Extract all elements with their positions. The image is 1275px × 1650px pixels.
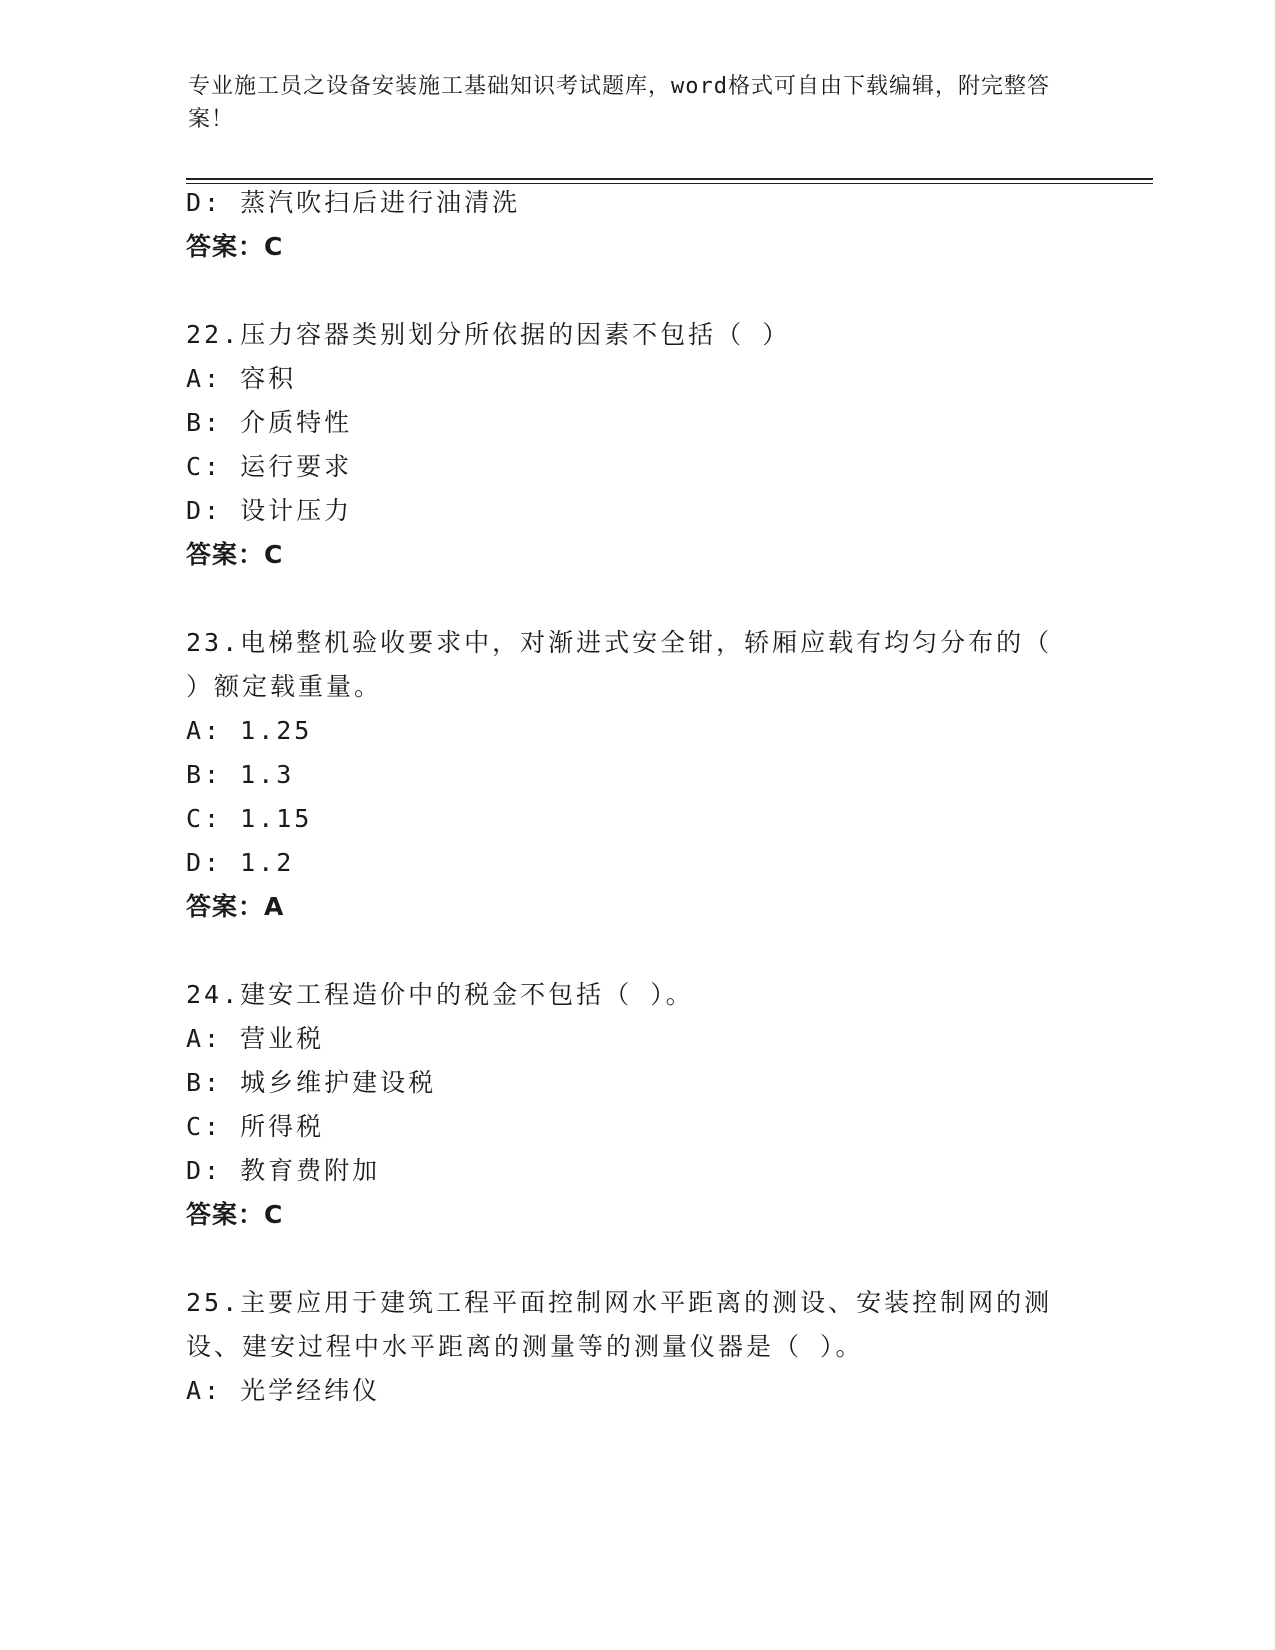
question-23-option-d: D: 1.2: [186, 848, 295, 877]
question-24-option-a: A: 营业税: [186, 1024, 325, 1053]
question-24-stem: 24.建安工程造价中的税金不包括（ ）。: [186, 980, 694, 1009]
question-22-answer: 答案：C: [186, 540, 284, 569]
question-24-option-c: C: 所得税: [186, 1112, 325, 1141]
question-23-option-b: B: 1.3: [186, 760, 295, 789]
question-23-stem-line-2: ）额定载重量。: [186, 672, 383, 701]
question-22-option-d: D: 设计压力: [186, 496, 353, 525]
document-header: 专业施工员之设备安装施工基础知识考试题库，word格式可自由下载编辑，附完整答案！: [188, 74, 1050, 132]
question-25-stem-line-1: 25.主要应用于建筑工程平面控制网水平距离的测设、安装控制网的测: [186, 1288, 1053, 1317]
answer: 答案：C: [186, 232, 284, 261]
question-24-answer: 答案：C: [186, 1200, 284, 1229]
option-d: D: 蒸汽吹扫后进行油清洗: [186, 188, 521, 217]
question-24-option-b: B: 城乡维护建设税: [186, 1068, 437, 1097]
question-24-option-d: D: 教育费附加: [186, 1156, 381, 1185]
question-23-stem-line-1: 23.电梯整机验收要求中，对渐进式安全钳，轿厢应载有均匀分布的（: [186, 628, 1053, 657]
question-22-option-a: A: 容积: [186, 364, 297, 393]
question-22-stem: 22.压力容器类别划分所依据的因素不包括（ ）: [186, 320, 791, 349]
header-rule-thin: [186, 183, 1153, 184]
question-22-option-c: C: 运行要求: [186, 452, 353, 481]
header-rule-thick: [186, 178, 1153, 180]
question-25-stem-line-2: 设、建安过程中水平距离的测量等的测量仪器是（ ）。: [186, 1332, 864, 1361]
question-23-answer: 答案：A: [186, 892, 285, 921]
question-22-option-b: B: 介质特性: [186, 408, 353, 437]
question-23-option-a: A: 1.25: [186, 716, 313, 745]
question-23-option-c: C: 1.15: [186, 804, 313, 833]
question-25-option-a: A: 光学经纬仪: [186, 1376, 381, 1405]
